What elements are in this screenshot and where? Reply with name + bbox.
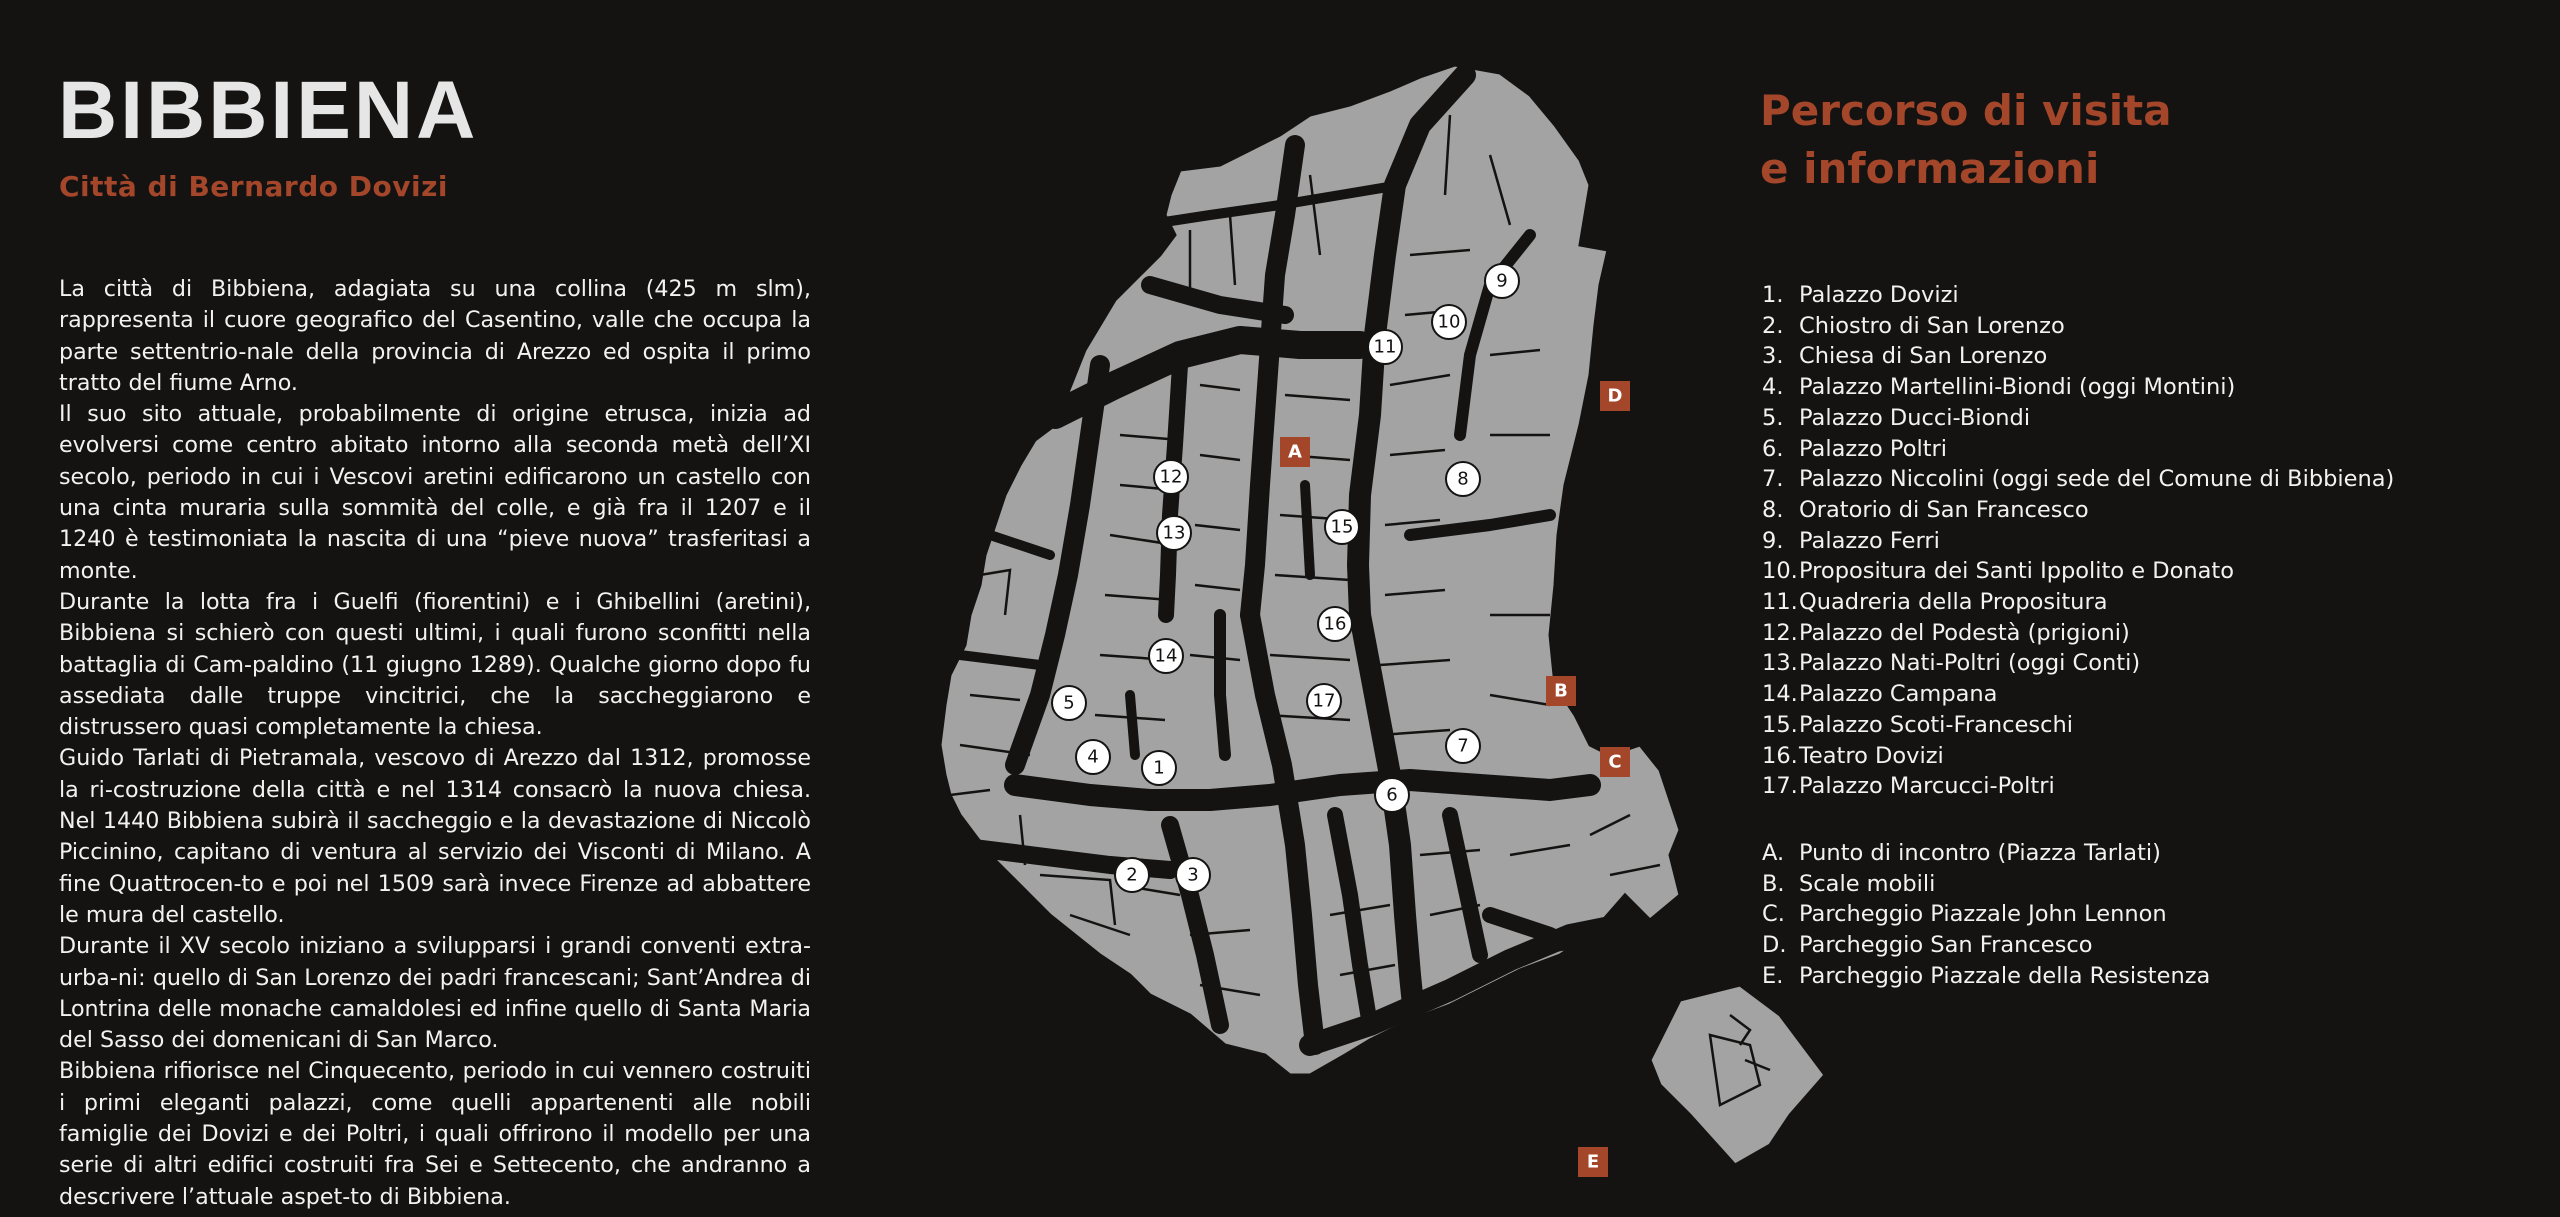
legend-item-number: 5. [1762, 404, 1784, 431]
history-paragraph: La città di Bibbiena, adagiata su una collina (425 m slm), rappresenta il cuore geografico del Casentino, valle che occupa la parte settentrio-nale della provincia di Arezzo ed ospita il primo tratto del fiume Arno. [59, 276, 811, 396]
legend-item [1762, 556, 2394, 587]
legend-spacer [1762, 802, 2394, 838]
legend-item-number: 1. [1762, 282, 1784, 308]
svg-text:A: A [1288, 441, 1302, 463]
svg-text:4: 4 [1087, 746, 1099, 768]
marker-12[interactable] [1154, 460, 1188, 494]
svg-text:12: 12 [1159, 466, 1183, 488]
svg-text:13: 13 [1162, 522, 1186, 544]
svg-text:10: 10 [1437, 311, 1461, 333]
legend-item [1762, 618, 2394, 649]
svg-text:2: 2 [1126, 864, 1138, 886]
legend-item [1762, 311, 2394, 342]
legend-title-line: e informazioni [1760, 144, 2100, 193]
history-text [59, 274, 811, 1213]
legend-item-label: Parcheggio Piazzale John Lennon [1799, 901, 2167, 928]
legend-item-number: 14. [1762, 681, 1798, 708]
legend-item [1762, 869, 2394, 900]
svg-text:C: C [1608, 751, 1622, 773]
legend-item-number: 11. [1762, 589, 1798, 616]
marker-16[interactable] [1318, 607, 1352, 641]
legend-item [1762, 464, 2394, 495]
legend-item-number: 2. [1762, 312, 1784, 339]
legend-item-number: 8. [1762, 496, 1784, 523]
svg-text:7: 7 [1457, 735, 1469, 757]
legend-item-label: Chiostro di San Lorenzo [1799, 312, 2065, 339]
svg-text:D: D [1607, 385, 1623, 407]
svg-text:E: E [1586, 1151, 1600, 1173]
legend-item-number: 10. [1762, 558, 1798, 585]
svg-text:14: 14 [1154, 645, 1178, 667]
svg-text:6: 6 [1386, 784, 1398, 806]
svg-text:15: 15 [1330, 516, 1354, 538]
legend-item-label: Palazzo Scoti-Franceschi [1799, 711, 2073, 738]
legend-item-label: Chiesa di San Lorenzo [1799, 343, 2048, 370]
legend-item-label: Oratorio di San Francesco [1799, 496, 2089, 523]
legend-item-label: Parcheggio Piazzale della Resistenza [1799, 962, 2211, 989]
legend-item-label: Scale mobili [1799, 870, 1936, 897]
svg-text:8: 8 [1457, 468, 1469, 490]
legend-item-label: Palazzo Martellini-Biondi (oggi Montini) [1799, 374, 2236, 401]
marker-5[interactable] [1052, 686, 1086, 720]
marker-3[interactable] [1176, 858, 1210, 892]
svg-text:5: 5 [1063, 692, 1075, 714]
history-paragraph: Durante il XV secolo iniziano a svilupparsi i grandi conventi extra-urba-ni: quello di San Lorenzo dei padri francescani; Sant’Andrea di Lontrina delle monache camaldolesi ed infine quello di Santa Maria del Sasso dei domenicani di San Marco. [59, 933, 811, 1054]
marker-6[interactable] [1375, 778, 1409, 812]
legend-item-number: 6. [1762, 435, 1784, 462]
svg-text:16: 16 [1323, 613, 1347, 635]
legend-item-label: Palazzo Ferri [1799, 527, 1940, 554]
legend-item [1762, 341, 2394, 372]
marker-c[interactable] [1600, 747, 1630, 777]
legend-item-number: 12. [1762, 619, 1798, 646]
svg-text:1: 1 [1153, 757, 1165, 779]
marker-8[interactable] [1446, 462, 1480, 496]
history-paragraph: Durante la lotta fra i Guelfi (fiorentini) e i Ghibellini (aretini), Bibbiena si schierò con questi ultimi, i quali furono sconfitti nella battaglia di Cam-paldino (11 giugno 1289). Qualche giorno dopo fu assediata dalle truppe vincitrici, che la saccheggiarono e distrussero quasi completamente la chiesa. [59, 588, 811, 741]
legend-item-label: Palazzo Marcucci-Poltri [1799, 773, 2055, 800]
svg-text:17: 17 [1312, 690, 1336, 712]
marker-d[interactable] [1600, 381, 1630, 411]
legend-item-label: Palazzo Ducci-Biondi [1799, 404, 2031, 431]
legend-item [1762, 899, 2394, 930]
marker-11[interactable] [1368, 330, 1402, 364]
marker-b[interactable] [1546, 676, 1576, 706]
legend-item-number: 9. [1762, 527, 1784, 554]
marker-10[interactable] [1432, 305, 1466, 339]
legend-item-label: Parcheggio San Francesco [1799, 932, 2093, 959]
legend-item-letter: A. [1762, 839, 1785, 866]
svg-text:3: 3 [1187, 864, 1199, 886]
marker-1[interactable] [1142, 751, 1176, 785]
legend-item-label: Teatro Dovizi [1799, 742, 1944, 769]
legend-item [1762, 587, 2394, 618]
legend-item [1762, 434, 2394, 465]
legend-title [1760, 82, 2172, 198]
legend-item-label: Palazzo Campana [1799, 681, 1998, 708]
town-map[interactable] [890, 55, 1840, 1195]
marker-e[interactable] [1578, 1147, 1608, 1177]
legend-item [1762, 961, 2394, 992]
legend-item [1762, 372, 2394, 403]
history-paragraph: Bibbiena rifiorisce nel Cinquecento, periodo in cui vennero costruiti i primi eleganti palazzi, come quelli appartenenti alle nobili famiglie dei Dovizi e dei Poltri, i quali offrirono il modello per una serie di altri edifici costruiti fra Sei e Settecento, che andranno a descrivere l’attuale aspet-to di Bibbiena. [59, 1058, 811, 1210]
page-subtitle: Città di Bernardo Dovizi [59, 170, 448, 203]
legend-title-line: Percorso di visita [1760, 86, 2172, 135]
svg-text:9: 9 [1496, 270, 1508, 292]
marker-15[interactable] [1325, 510, 1359, 544]
marker-14[interactable] [1149, 639, 1183, 673]
marker-7[interactable] [1446, 729, 1480, 763]
legend-item-number: 4. [1762, 374, 1784, 401]
legend-item-label: Propositura dei Santi Ippolito e Donato [1799, 558, 2235, 585]
legend-item [1762, 838, 2394, 869]
marker-4[interactable] [1076, 740, 1110, 774]
page-title: BIBBIENA [58, 65, 479, 156]
history-paragraph: Il suo sito attuale, probabilmente di origine etrusca, inizia ad evolversi come centro abitato intorno alla seconda metà dell’XI secolo, periodo in cui i Vescovi aretini edificarono un castello con una cinta muraria sulla sommità del colle, e già fra il 1207 e il 1240 è testimoniata la nascita di una “pieve nuova” trasferitasi a monte. [59, 401, 811, 584]
legend-item [1762, 710, 2394, 741]
legend-item-letter: B. [1762, 870, 1785, 897]
legend-item-letter: E. [1762, 962, 1784, 989]
legend-item-label: Punto di incontro (Piazza Tarlati) [1799, 839, 2161, 866]
legend-item-letter: D. [1762, 932, 1787, 959]
legend-item-label: Palazzo del Podestà (prigioni) [1799, 619, 2130, 646]
legend-item [1762, 526, 2394, 557]
legend-list [1762, 280, 2394, 991]
legend-item-label: Quadreria della Propositura [1799, 589, 2108, 616]
marker-2[interactable] [1115, 858, 1149, 892]
legend-item [1762, 648, 2394, 679]
legend-item [1762, 280, 2394, 311]
svg-text:11: 11 [1373, 336, 1397, 358]
marker-a[interactable] [1280, 437, 1310, 467]
legend-item [1762, 403, 2394, 434]
legend-item-number: 16. [1762, 742, 1798, 769]
legend-item-label: Palazzo Nati-Poltri (oggi Conti) [1799, 650, 2141, 677]
history-paragraph: Guido Tarlati di Pietramala, vescovo di Arezzo dal 1312, promosse la ri-costruzione della città e nel 1314 consacrò la nuova chiesa. Nel 1440 Bibbiena subirà il saccheggio e la devastazione di Niccolò Piccinino, capitano di ventura al servizio dei Visconti di Milano. A fine Quattrocen-to e poi nel 1509 sarà invece Firenze ad abbattere le mura del castello. [59, 745, 811, 928]
legend-item [1762, 679, 2394, 710]
legend-item [1762, 495, 2394, 526]
legend-item-number: 15. [1762, 711, 1798, 738]
marker-9[interactable] [1485, 264, 1519, 298]
legend-item-number: 3. [1762, 343, 1784, 370]
legend-item [1762, 930, 2394, 961]
legend-item [1762, 741, 2394, 772]
legend-item-letter: C. [1762, 901, 1785, 928]
legend-item-number: 17. [1762, 773, 1798, 800]
legend-item-label: Palazzo Poltri [1799, 435, 1948, 462]
svg-text:B: B [1554, 680, 1568, 702]
legend-item-number: 13. [1762, 650, 1798, 677]
marker-13[interactable] [1157, 516, 1191, 550]
legend-item-label: Palazzo Dovizi [1799, 282, 1959, 308]
marker-17[interactable] [1307, 684, 1341, 718]
legend-item [1762, 771, 2394, 802]
legend-item-label: Palazzo Niccolini (oggi sede del Comune di Bibbiena) [1799, 466, 2395, 493]
legend-item-number: 7. [1762, 466, 1784, 493]
